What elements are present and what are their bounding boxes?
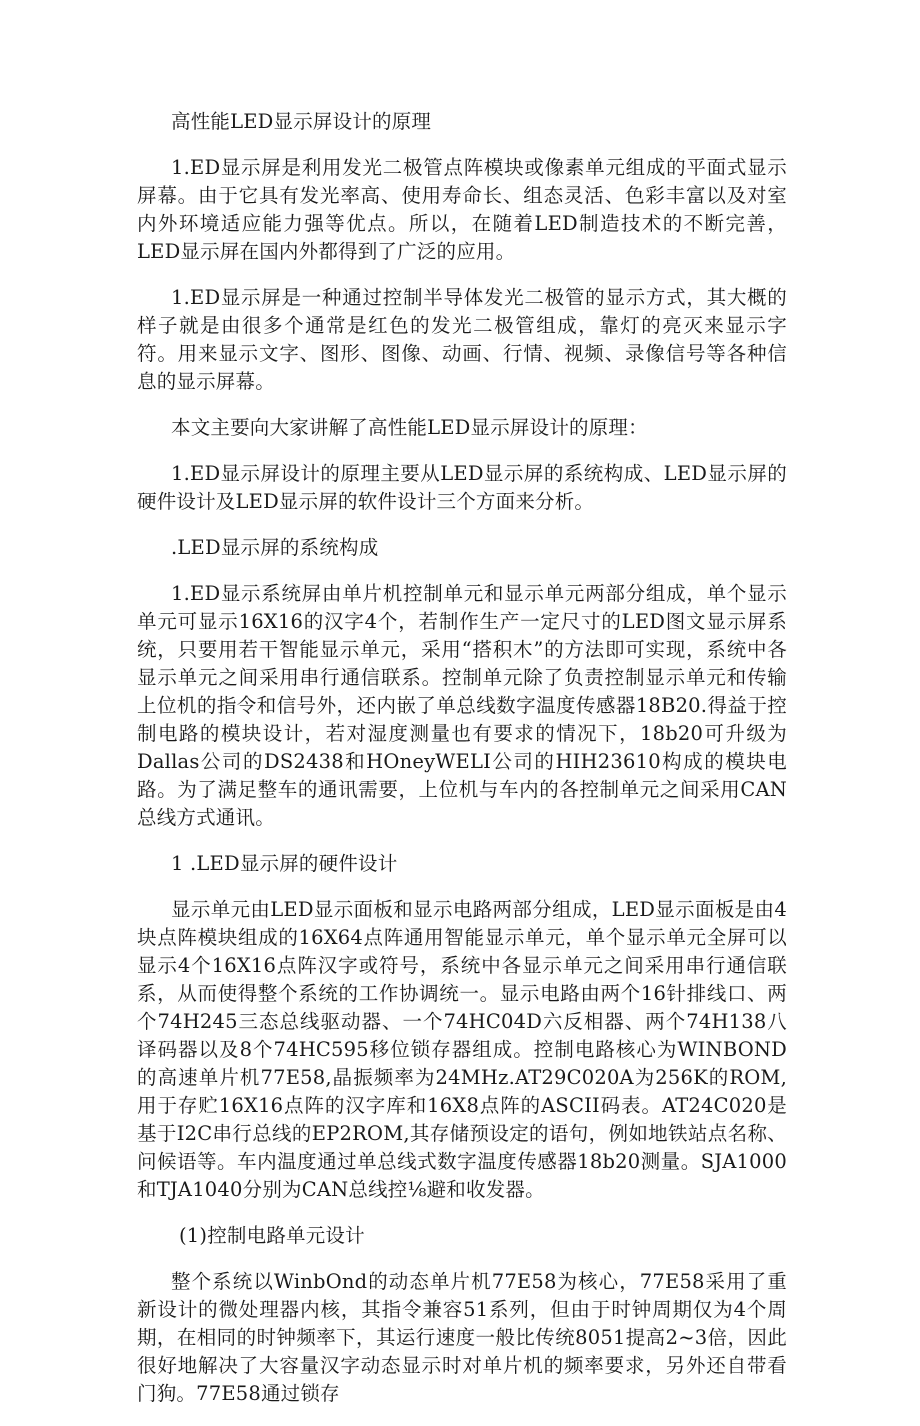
control-subsection-paragraph: 整个系统以WinbOnd的动态单片机77E58为核心，77E58采用了重新设计的微处理器内核，其指令兼容51系列，但由于时钟周期仅为4个周期，在相同的时钟频率下，其运行速度一般比传统8051提高2~3倍，因此很好地解决了大容量汉字动态显示时对单片机的频率要求，另外还自带看门狗。77E58通过锁存 [137,1270,787,1405]
hardware-section-heading: 1 .LED显示屏的硬件设计 [171,852,398,875]
system-section-heading: .LED显示屏的系统构成 [171,536,379,559]
document-title: 高性能LED显示屏设计的原理 [171,110,432,133]
summary-line: 本文主要向大家讲解了高性能LED显示屏设计的原理： [171,416,648,439]
hardware-section-paragraph: 显示单元由LED显示面板和显示电路两部分组成，LED显示面板是由4块点阵模块组成的16X64点阵通用智能显示单元，单个显示单元全屏可以显示4个16X16点阵汉字或符号，系统中各显示单元之间采用串行通信联系，从而使得整个系统的工作协调统一。显示电路由两个16针排线口、两个74H245三态总线驱动器、一个74HC04D六反相器、两个74H138八译码器以及8个74HC595移位锁存器组成。控制电路核心为WINBOND的高速单片机77E58,晶振频率为24MHz.AT29C020A为256K的ROM,用于存贮16X16点阵的汉字库和16X8点阵的ASCII码表。AT24C020是基于I2C串行总线的EP2ROM,其存储预设定的语句，例如地铁站点名称、问候语等。车内温度通过单总线式数字温度传感器18b20测量。SJA1000和TJA1040分别为CAN总线控⅛避和收发器。 [137,898,787,1201]
system-section-paragraph: 1.ED显示系统屏由单片机控制单元和显示单元两部分组成，单个显示单元可显示16X16的汉字4个，若制作生产一定尺寸的LED图文显示屏系统，只要用若干智能显示单元，采用“搭积木”的方法即可实现，系统中各显示单元之间采用串行通信联系。控制单元除了负责控制显示单元和传输上位机的指令和信号外，还内嵌了单总线数字温度传感器18B20.得益于控制电路的模块设计，若对湿度测量也有要求的情况下，18b20可升级为Dallas公司的DS2438和HOneyWELI公司的HIH23610构成的模块电路。为了满足整车的通讯需要，上位机与车内的各控制单元之间采用CAN总线方式通讯。 [137,582,787,829]
intro-paragraph-1: 1.ED显示屏是利用发光二极管点阵模块或像素单元组成的平面式显示屏幕。由于它具有发光率高、使用寿命长、组态灵活、色彩丰富以及对室内外环境适应能力强等优点。所以，在随着LED制造技术的不断完善，LED显示屏在国内外都得到了广泛的应用。 [137,156,787,263]
document-body [137,108,787,1426]
control-subsection-heading: (1)控制电路单元设计 [179,1224,365,1247]
overview-paragraph: 1.ED显示屏设计的原理主要从LED显示屏的系统构成、LED显示屏的硬件设计及LED显示屏的软件设计三个方面来分析。 [137,462,787,513]
intro-paragraph-2: 1.ED显示屏是一种通过控制半导体发光二极管的显示方式，其大概的样子就是由很多个通常是红色的发光二极管组成，靠灯的亮灭来显示字符。用来显示文字、图形、图像、动画、行情、视频、录像信号等各种信息的显示屏幕。 [137,286,787,393]
